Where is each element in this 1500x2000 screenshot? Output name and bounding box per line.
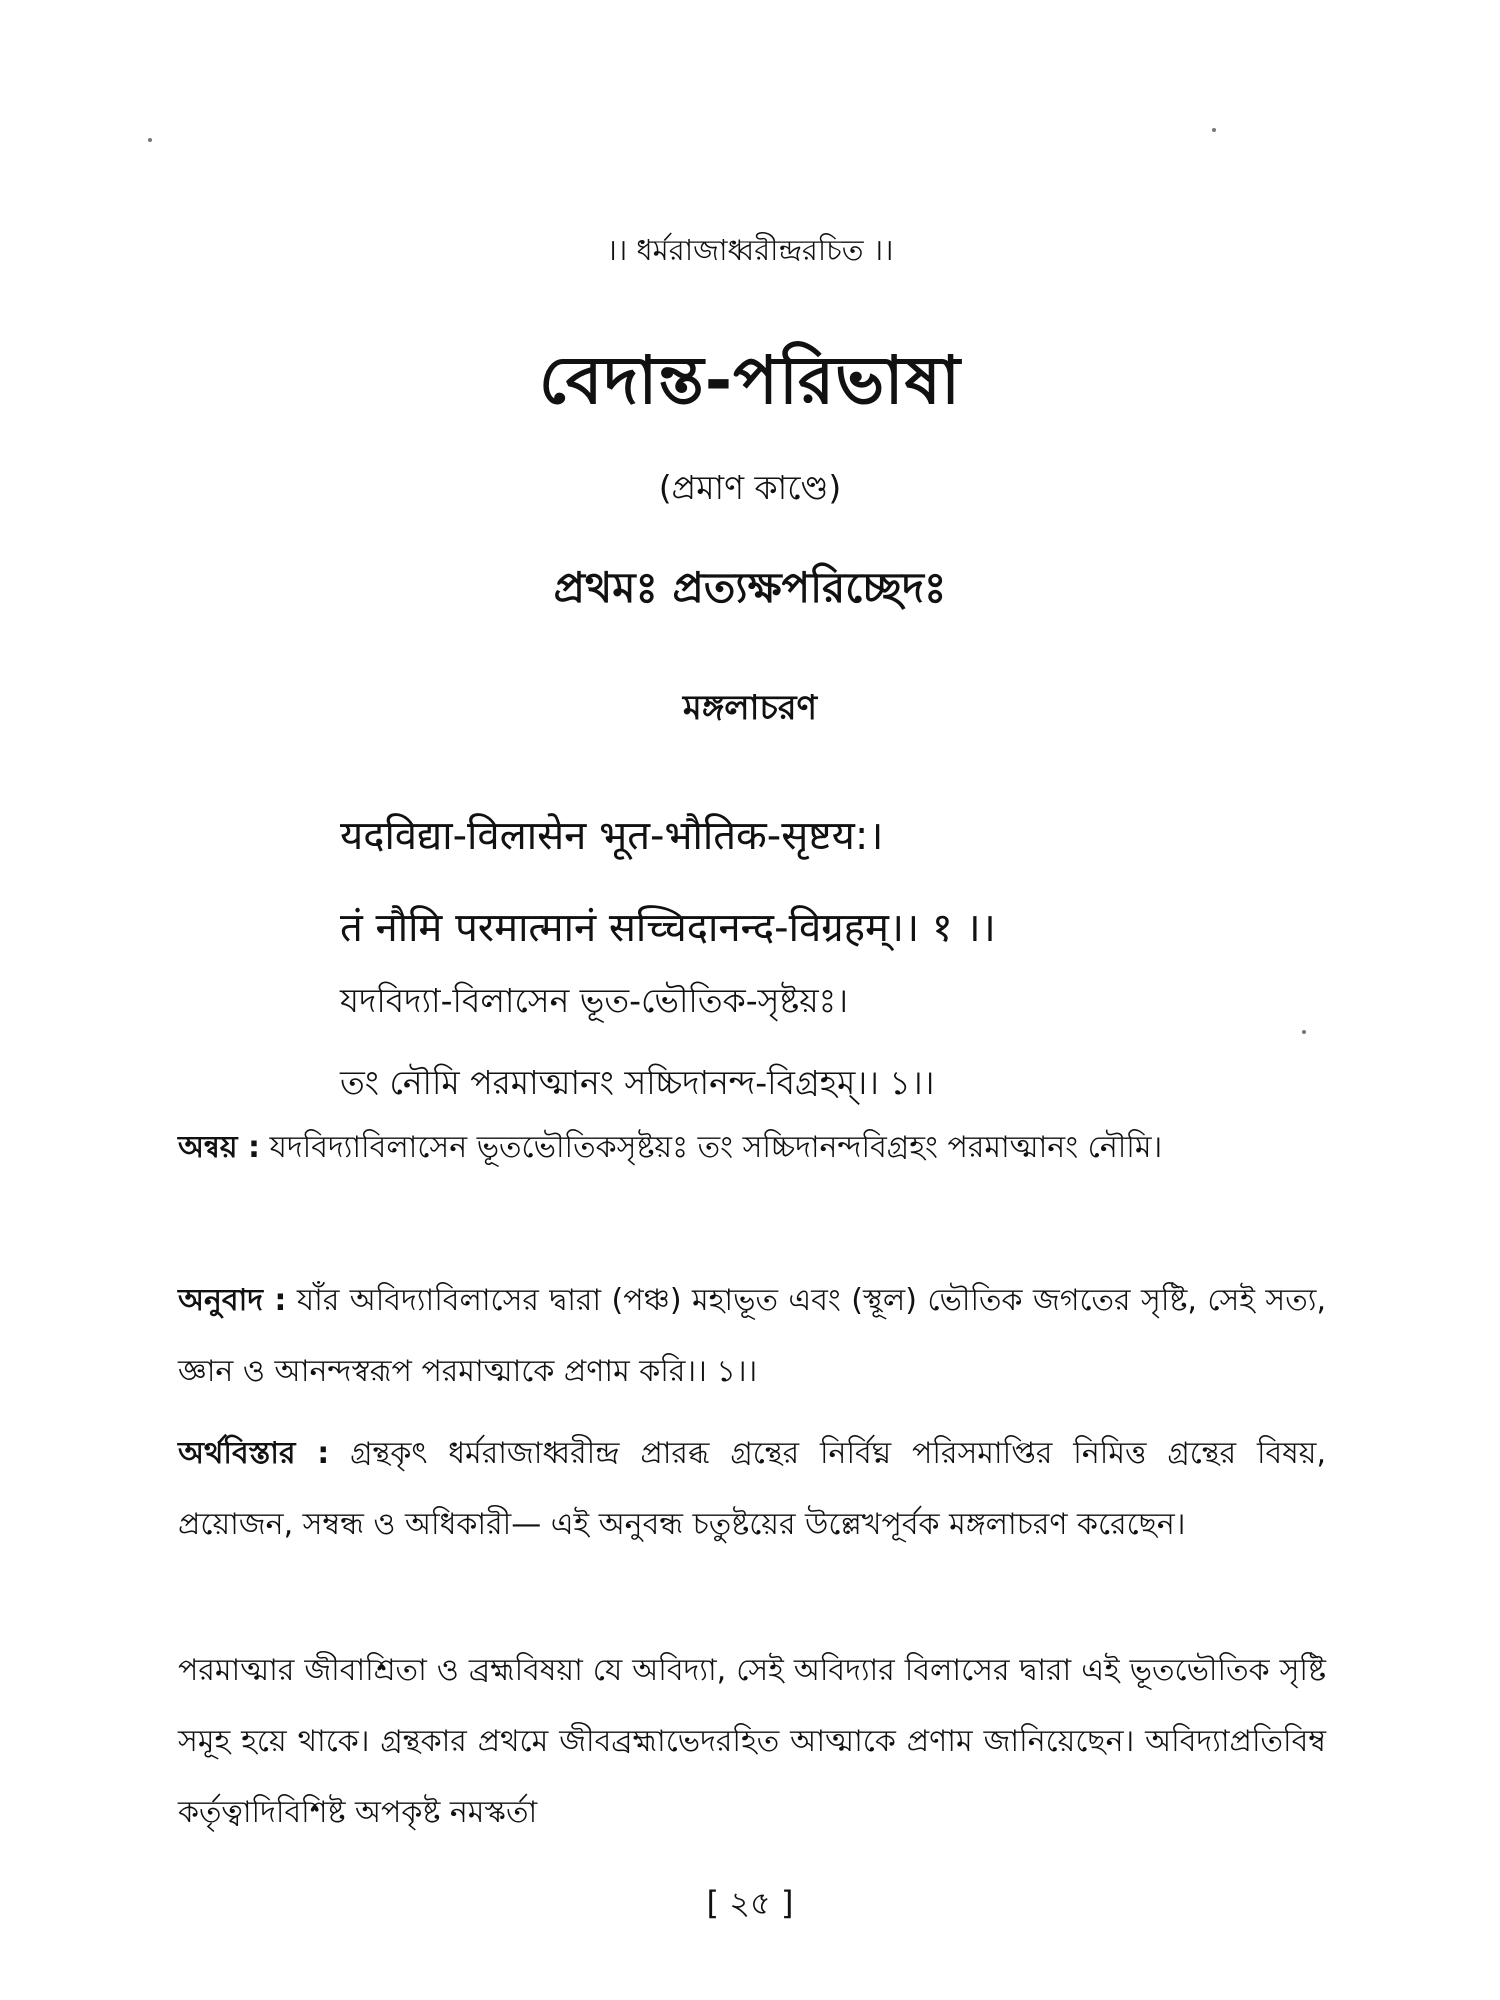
scan-speck — [1212, 128, 1216, 132]
anvay-text: যদবিদ্যাবিলাসেন ভূতভৌতিকসৃষ্টয়ঃ তং সচ্চিদানন্দবিগ্রহং পরমাত্মানং নৌমি। — [269, 1130, 1163, 1165]
verse-line: যদবিদ্যা-বিলাসেন ভূত-ভৌতিক-সৃষ্টয়ঃ। — [340, 981, 849, 1020]
scan-speck — [148, 138, 152, 142]
anubad-label: অনুবাদ : — [178, 1283, 287, 1318]
arthabistar-text: গ্রন্থকৃৎ ধর্মরাজাধ্বরীন্দ্র প্রারব্ধ গ্রন্থের নির্বিঘ্ন পরিসমাপ্তির নিমিত্ত গ্রন্থের বিষয়, প্রয়োজন, সম্বন্ধ ও অধিকারী— এই অনুবন্ধ চতুষ্টয়ের উল্লেখপূর্বক মঙ্গলাচরণ করেছেন। — [178, 1436, 1326, 1542]
author-line: ।। ধর্মরাজাধ্বরীন্দ্ররচিত ।। — [606, 233, 894, 267]
bengali-transliterated-verse — [340, 960, 1340, 1124]
verse-line: तं नौमि परमात्मानं सच्चिदानन्द-विग्रहम्।। १ ।। — [340, 905, 996, 951]
book-subtitle: (প্রমাণ কাণ্ডে) — [658, 468, 842, 507]
arthabistar-paragraph — [178, 1418, 1326, 1560]
chapter-heading: প্রথমঃ প্রত্যক্ষপরিচ্ছেদঃ — [553, 563, 947, 612]
section-heading: মঙ্গলাচরণ — [682, 688, 818, 728]
book-title: বেদান্ত-পরিভাষা — [538, 342, 962, 419]
anvay-label: অন্বয় : — [178, 1130, 261, 1165]
anvay-paragraph — [178, 1112, 1326, 1183]
verse-line: তং নৌমি পরমাত্মানং সচ্চিদানন্দ-বিগ্রহম্।। ১।। — [340, 1063, 935, 1102]
sanskrit-verse — [340, 790, 1340, 974]
body-paragraph: পরমাত্মার জীবাশ্রিতা ও ব্রহ্মবিষয়া যে অবিদ্যা, সেই অবিদ্যার বিলাসের দ্বারা এই ভূতভৌতিক সৃষ্টি সমূহ হয়ে থাকে। গ্রন্থকার প্রথমে জীবব্রহ্মাভেদরহিত আত্মাকে প্রণাম জানিয়েছেন। অবিদ্যাপ্রতিবিম্ব কর্তৃত্বাদিবিশিষ্ট অপকৃষ্ট নমস্কর্তা — [178, 1653, 1326, 1830]
verse-line: यदविद्या-विलासेन भूत-भौतिक-सृष्टय:। — [340, 813, 884, 859]
page-number: [ ২৫ ] — [706, 1884, 794, 1922]
arthabistar-label: অর্থবিস্তার : — [178, 1436, 330, 1471]
anubad-text: যাঁর অবিদ্যাবিলাসের দ্বারা (পঞ্চ) মহাভূত এবং (স্থূল) ভৌতিক জগতের সৃষ্টি, সেই সত্য, জ্ঞান ও আনন্দস্বরূপ পরমাত্মাকে প্রণাম করি।। ১।। — [178, 1283, 1326, 1389]
anubad-paragraph — [178, 1265, 1326, 1407]
